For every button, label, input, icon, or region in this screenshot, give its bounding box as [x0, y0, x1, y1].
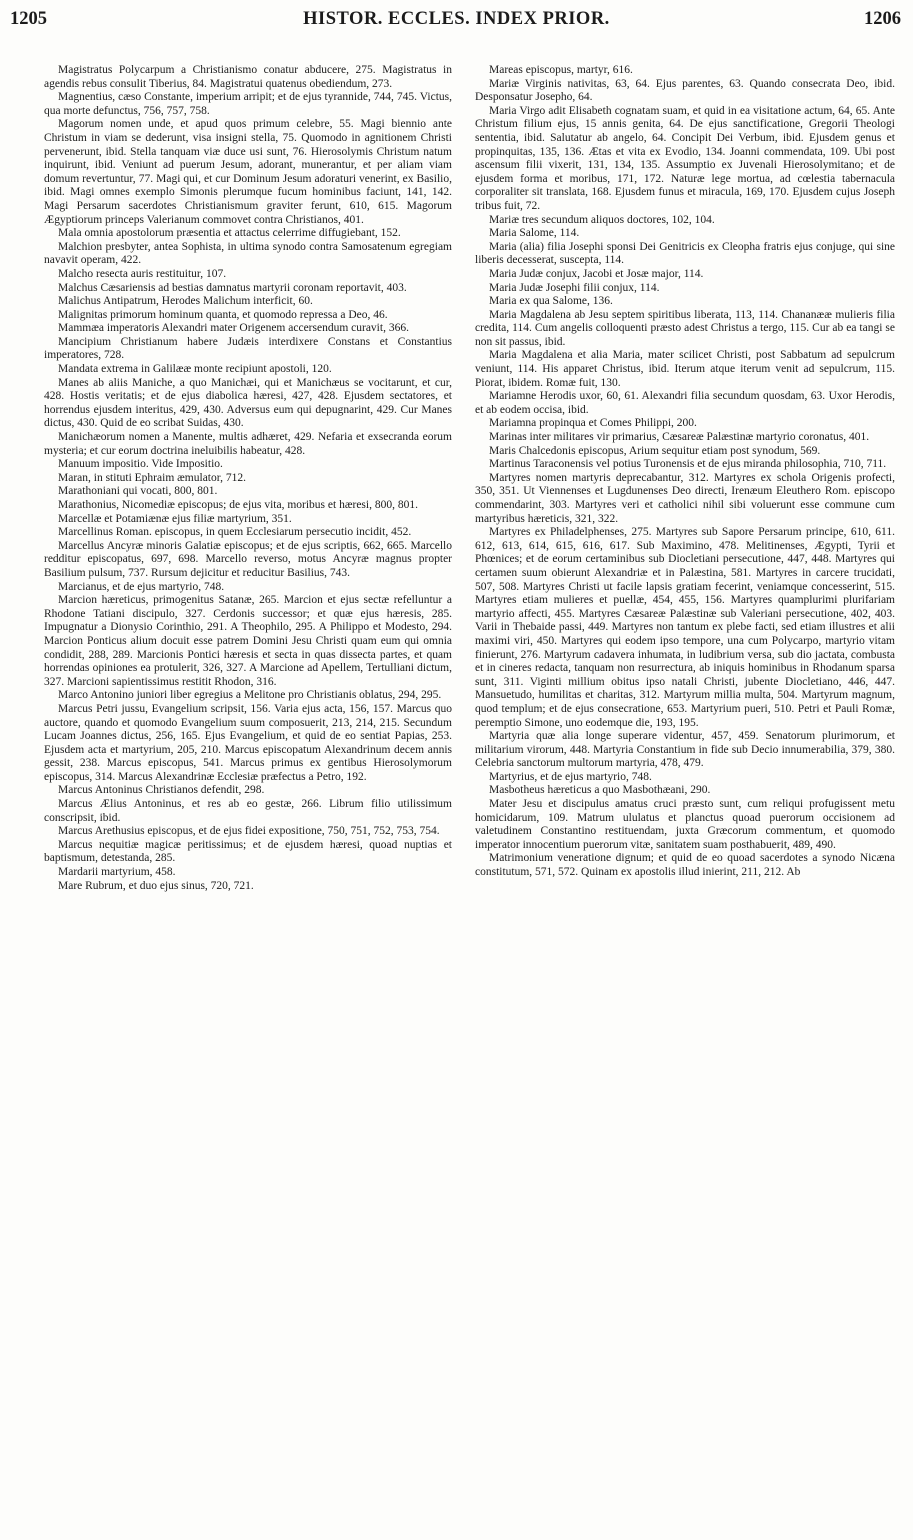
index-entry: Martyrius, et de ejus martyrio, 748.: [489, 770, 652, 783]
index-entry: Mancipium Christianum habere Judæis interdixere Constans et Constantius imperatores, 728.: [44, 335, 452, 362]
index-entry: Marcianus, et de ejus martyrio, 748.: [58, 580, 225, 593]
index-entry: Martyres ex Philadelphenses, 275. Martyres sub Sapore Persarum principe, 610, 611. 612, 613, 614, 615, 616, 617. Sub Maximino, 478. Melitinenses, Ægypti, Tyrii et Phœnices; et de eorum certaminibus sub Diocletiani persecutione, 447, 448. Martyres qui certamen suum obierunt Alexandriæ et in Palæstina, 581. Martyres in carcere trucidati, 507, 508. Martyres Christi ut facile lapsis gratiam fecerint, veniamque concesserint, 515. Martyres etiam mulieres et puellæ, 454, 455, 156. Martyres quamplurimi plurifariam martyrio affecti, 455. Martyres Cæsareæ Palæstinæ sub Valeriani persecutione, 402, 403. Varii in Thebaide passi, 449. Martyres non tantum ex plebe facti, sed etiam illustres et alii maximi viri, 450. Martyres qui eodem ipso tempore, una cum Polycarpo, martyrio vitam finierunt, 276. Martyrum cadavera inhumata, in ludibrium versa, sub dio jactata, combusta et in cineres redacta, tanquam non resurrectura, ab iniquis hominibus in Rhodanum sparsa sunt, 311. Viginti millium obitus ipso natali Christi, jubente Diocletiano, 446, 447. Mansuetudo, humilitas et charitas, 312. Martyrum millia multa, 504. Martyrum magnum, quod templum; et de ejus consecratione, 653. Martyrium pueri, 510. Petri et Pauli Romæ, peremptio Simone, uno eodemque die, 193, 195.: [475, 526, 895, 729]
index-entry: Marathoniani qui vocati, 800, 801.: [58, 485, 218, 498]
index-entry: Maria Virgo adit Elisabeth cognatam suam, et quid in ea visitatione actum, 64, 65. Ante Christum filium ejus, 15 annis genita, 64. De ejus sanctificatione, Gregorii Theologi sententia, ibid. Salutatur ab angelo, 64. Concipit Dei Verbum, ibid. Ejusdem genus et propinquitas, 135, 136. Ætas et vita ex Evodio, 134. Joanni commendata, 109. Ubi post ascensum filii vixerit, 131, 134, 135. Assumptio ex Juvenali Hierosolymitano; et de ejusdem forma et moribus, 171, 172. Naturæ lege mortua, ad cœlestia tabernacula corporaliter sit translata, 168. Ejusdem funus et miracula, 169, 170. Ejusdem cujus Joseph tribus fuit, 72.: [475, 104, 895, 212]
index-entry: Marcus nequitiæ magicæ peritissimus; et de ejusdem hæresi, quoad nuptias et baptismum, detestanda, 285.: [44, 838, 452, 865]
index-entry: Marcus Ælius Antoninus, et res ab eo gestæ, 266. Librum filio utilissimum conscripsit, ibid.: [44, 798, 452, 824]
index-entry: Maris Chalcedonis episcopus, Arium sequitur etiam post synodum, 569.: [489, 444, 821, 457]
index-entry: Martyres nomen martyris deprecabantur, 312. Martyres ex schola Origenis profecti, 350, 351. Ut Viennenses et Lugdunenses Deo directi, Irenæum Eleuthero Rom. episcopo commendarint, 303. Martyres veri et catholici nihil sibi voluerunt esse commune cum martyribus hæreticis, 321, 322.: [475, 471, 895, 525]
index-entry: Matrimonium veneratione dignum; et quid de eo quoad sacerdotes a synodo Nicæna constitutum, 571, 572. Quinam ex apostolis illud inierint, 211, 212. Ab: [475, 852, 895, 879]
index-entry: Magistratus Polycarpum a Christianismo conatur abducere, 275. Magistratus in agendis rebus consulit Tiberius, 84. Magistratui quatenus obediendum, 273.: [44, 64, 452, 90]
index-column-left: [44, 64, 452, 1532]
index-entry: Maria Magdalena ab Jesu septem spiritibus liberata, 113, 114. Chananææ mulieris filia credita, 114. Cum angelis colloquenti præsto adest Christus a tergo, 115. Cur ab ea tangi se non sit passus, ibid.: [475, 308, 895, 348]
index-entry: Magorum nomen unde, et apud quos primum celebre, 55. Magi biennio ante Christum in viam se dederunt, visa insigni stella, 75. Quomodo in agnitionem Christi pervenerunt, ibid. Stella tanquam viæ duce usi sunt, 76. Hierosolymis Christum natum inquirunt, ibid. Veniunt ad puerum Jesum, adorant, munerantur, et per aliam viam domum revertuntur, 77. Magi qui, et cur Dominum Jesum adoraturi venerint, ex Basilio, ibid. Magi omnes exemplo Simonis plerumque fucum hominibus faciunt, 141, 142. Magi Persarum sacerdotes Christianismum graviter ferunt, 610, 615. Magorum Ægyptiorum princeps Valerianum commovet contra Christianos, 401.: [44, 118, 452, 226]
index-entry: Maria Judæ conjux, Jacobi et Josæ major, 114.: [489, 267, 704, 280]
index-entry: Manes ab aliis Maniche, a quo Manichæi, qui et Manichæus se vocitarunt, et cur, 428. Hostis veritatis; et de ejus diabolica hæresi, 427, 428. Ejusdem sectatores, et horrendus ejusdem interitus, 429, 430. Adversus eum qui depugnarint, 429. Cur Manes dictus, 430. Quid de eo scribat Suidas, 430.: [44, 376, 452, 430]
index-entry: Malichus Antipatrum, Herodes Malichum interficit, 60.: [58, 295, 313, 308]
index-entry: Malignitas primorum hominum quanta, et quomodo repressa a Deo, 46.: [58, 308, 388, 321]
index-entry: Malcho resecta auris restituitur, 107.: [58, 267, 227, 280]
index-column-right: [475, 64, 895, 1532]
index-entry: Mardarii martyrium, 458.: [58, 866, 176, 879]
index-entry: Masbotheus hæreticus a quo Masbothæani, 290.: [489, 784, 711, 797]
index-entry: Maran, in stituti Ephraim æmulator, 712.: [58, 471, 246, 484]
index-entry: Maria Judæ Josephi filii conjux, 114.: [489, 281, 660, 294]
index-entry: Malchion presbyter, antea Sophista, in ultima synodo contra Samosatenum egregiam navavit operam, 422.: [44, 240, 452, 267]
index-entry: Mala omnia apostolorum præsentia et attactus celerrime diffugiebant, 152.: [58, 227, 401, 240]
index-entry: Mariæ Virginis nativitas, 63, 64. Ejus parentes, 63. Quando consecrata Deo, ibid. Desponsatur Josepho, 64.: [475, 77, 895, 104]
index-entry: Marcus Antoninus Christianos defendit, 298.: [58, 784, 265, 797]
index-entry: Malchus Cæsariensis ad bestias damnatus martyrii coronam reportavit, 403.: [58, 281, 407, 294]
index-entry: Mare Rubrum, et duo ejus sinus, 720, 721.: [58, 879, 254, 892]
index-entry: Martyria quæ alia longe superare videntur, 457, 459. Senatorum plurimorum, et militarium virorum, 448. Martyria Constantium in fide sub Decio innumerabilia, 379, 380. Celebria sanctorum multorum martyria, 478, 479.: [475, 730, 895, 770]
index-entry: Manichæorum nomen a Manente, multis adhæret, 429. Nefaria et exsecranda eorum mysteria; et cur eorum doctrina ineluibilis habeatur, 428.: [44, 431, 452, 457]
index-entry: Maria Magdalena et alia Maria, mater scilicet Christi, post Sabbatum ad sepulcrum veniunt, 114. His apparet Christus, ibid. Iterum atque iterum venit ad sepulcrum, 115. Piorat, ibidem. Romæ fuit, 130.: [475, 349, 895, 389]
index-entry: Mandata extrema in Galilææ monte recipiunt apostoli, 120.: [58, 363, 332, 376]
index-entry: Mareas episcopus, martyr, 616.: [489, 64, 633, 76]
index-entry: Marcion hæreticus, primogenitus Satanæ, 265. Marcion et ejus sectæ refelluntur a Rhodone Tatiani discipulo, 327. Cerdonis successor; et quæ ejus hæresis, 285. Impugnatur a Dionysio Corinthio, 291. A Theophilo, 295. A Philippo et Modesto, 294. Marcion Ponticus alium docuit esse patrem Domini Jesu Christi quam eum qui omnia condidit, 288, 289. Marcionis Pontici hæresis et secta in quas dissecta partes, et quam horrendas opiniones ea protulerit, 326, 327. A Marcione ad Apellem, Tertulliani dictum, 327. Marcioni sapientissimus restitit Rhodon, 316.: [44, 594, 452, 688]
index-entry: Marcus Arethusius episcopus, et de ejus fidei expositione, 750, 751, 752, 753, 754.: [58, 825, 440, 838]
index-entry: Maria (alia) filia Josephi sponsi Dei Genitricis ex Cleopha fratris ejus conjuge, qui sine liberis decesserat, suscepta, 114.: [475, 240, 895, 267]
index-entry: Marathonius, Nicomediæ episcopus; de ejus vita, moribus et hæresi, 800, 801.: [58, 499, 418, 511]
index-entry: Mater Jesu et discipulus amatus cruci præsto sunt, cum reliqui profugissent metu homicidarum, 109. Matrum ululatus et planctus quoad puerorum occisionem ad valetudinem Constantino restituendam, juxta Græcorum commentum, et quomodo imperator innocentium puerorum vitæ, sanitatem suam posthabuerit, 489, 490.: [475, 798, 895, 851]
page-number-right: 1206: [864, 9, 901, 29]
index-entry: Maria Salome, 114.: [489, 227, 580, 240]
index-entry: Marcellæ et Potamiænæ ejus filiæ martyrium, 351.: [58, 512, 292, 525]
index-entry: Marco Antonino juniori liber egregius a Melitone pro Christianis oblatus, 294, 295.: [58, 689, 442, 702]
index-entry: Maria ex qua Salome, 136.: [489, 295, 613, 308]
index-entry: Magnentius, cæso Constante, imperium arripit; et de ejus tyrannide, 744, 745. Victus, qua morte defunctus, 756, 757, 758.: [44, 91, 452, 117]
index-entry: Mammæa imperatoris Alexandri mater Origenem accersendum curavit, 366.: [58, 322, 409, 335]
index-entry: Mariamne Herodis uxor, 60, 61. Alexandri filia secundum quosdam, 63. Uxor Herodis, et ab eodem occisa, ibid.: [475, 390, 895, 416]
index-entry: Marcus Petri jussu, Evangelium scripsit, 156. Varia ejus acta, 156, 157. Marcus quo auctore, quando et quomodo Evangelium suum composuerit, 213, 214, 215. Secundum Lucam Joannes dictus, 256, 165. Ejus Evangelium, et quid de eo sentiat Papias, 253. Ejusdem acta et martyrium, 205, 210. Marcus episcopatum Alexandrinum decem annis gessit, 238. Marcus episcopus, 541. Marcus primus ex gentibus Hierosolymorum episcopus, 314. Marcus Alexandrinæ Ecclesiæ præfectus a Petro, 192.: [44, 702, 452, 783]
index-entry: Marcellinus Roman. episcopus, in quem Ecclesiarum persecutio incidit, 452.: [58, 526, 412, 539]
index-entry: Martinus Taraconensis vel potius Turonensis et de ejus miranda philosophia, 710, 711.: [489, 458, 887, 471]
page-number-left: 1205: [10, 9, 47, 29]
index-entry: Marcellus Ancyræ minoris Galatiæ episcopus; et de ejus scriptis, 662, 665. Marcello redditur episcopatus, 697, 698. Marcello reverso, motus Ancyræ magnus propter Basilium pulsum, 737. Rursum dejicitur et reducitur Basilius, 743.: [44, 539, 452, 579]
running-title: HISTOR. ECCLES. INDEX PRIOR.: [303, 9, 610, 29]
index-entry: Marinas inter militares vir primarius, Cæsareæ Palæstinæ martyrio coronatus, 401.: [489, 431, 870, 444]
index-entry: Manuum impositio. Vide Impositio.: [58, 458, 223, 471]
index-entry: Mariamna propinqua et Comes Philippi, 200.: [489, 417, 697, 430]
index-entry: Mariæ tres secundum aliquos doctores, 102, 104.: [489, 213, 715, 226]
